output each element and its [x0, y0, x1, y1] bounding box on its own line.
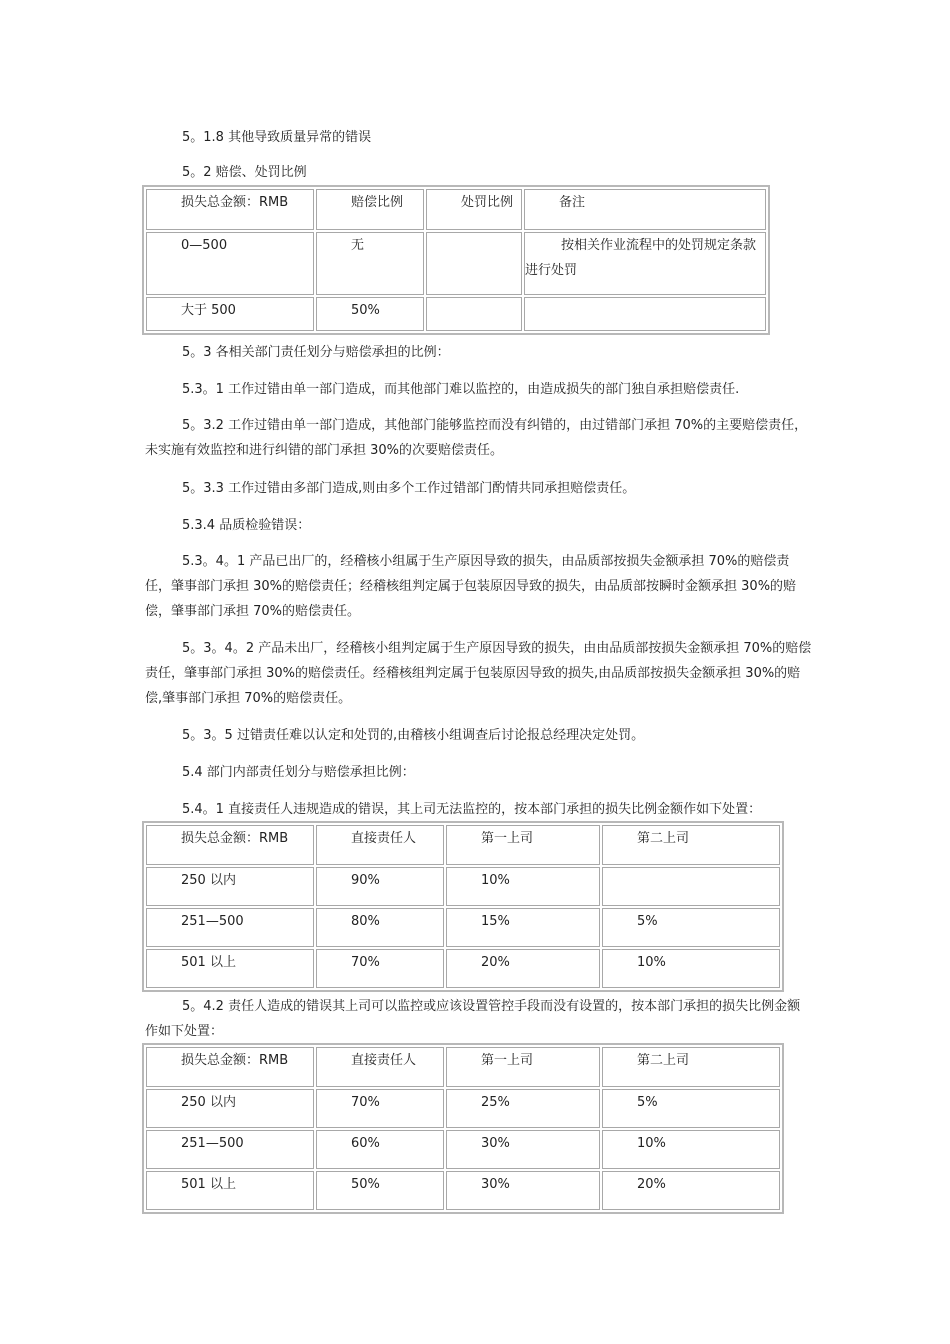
paragraph-5-3-3: 5。3.3 工作过错由多部门造成,则由多个工作过错部门酌情共同承担赔偿责任。	[182, 481, 636, 496]
table-cell: 大于 500	[146, 297, 314, 331]
header-cell: 直接责任人	[316, 1047, 444, 1087]
table-cell	[426, 297, 522, 331]
paragraph-5-2: 5。2 赔偿、处罚比例	[182, 165, 307, 180]
header-cell: 损失总金额：RMB	[146, 825, 314, 865]
header-cell: 赔偿比例	[316, 189, 424, 230]
paragraph-5-3-1: 5.3。1 工作过错由单一部门造成，而其他部门难以监控的，由造成损失的部门独自承担赔偿责任.	[182, 382, 740, 397]
internal-liability-table-2	[142, 1043, 784, 1214]
table-cell: 5%	[602, 1089, 780, 1128]
header-cell: 第一上司	[446, 1047, 600, 1087]
table-cell: 30%	[446, 1130, 600, 1169]
table-cell: 70%	[316, 949, 444, 988]
table-cell: 15%	[446, 908, 600, 947]
table-cell: 5%	[602, 908, 780, 947]
table-cell: 10%	[602, 1130, 780, 1169]
header-cell: 损失总金额：RMB	[146, 189, 314, 230]
table-row	[146, 949, 780, 988]
table-row	[146, 908, 780, 947]
table-cell: 30%	[446, 1171, 600, 1210]
paragraph-5-1-8: 5。1.8 其他导致质量异常的错误	[182, 130, 372, 145]
paragraph-5-3-2: 5。3.2 工作过错由单一部门造成，其他部门能够监控而没有纠错的，由过错部门承担 70%的主要赔偿责任，未实施有效监控和进行纠错的部门承担 30%的次要赔偿责任。	[145, 418, 808, 458]
table-row	[146, 1171, 780, 1210]
table-cell: 50%	[316, 1171, 444, 1210]
table-cell: 250 以内	[146, 1089, 314, 1128]
paragraph-5-3-5: 5。3。5 过错责任难以认定和处罚的,由稽核小组调查后讨论报总经理决定处罚。	[182, 728, 645, 743]
table-cell: 80%	[316, 908, 444, 947]
table-row	[146, 867, 780, 906]
header-cell: 第二上司	[602, 825, 780, 865]
paragraph-5-4-2: 5。4.2 责任人造成的错误其上司可以监控或应该设置管控手段而没有设置的，按本部门承担的损失比例金额作如下处置：	[145, 999, 801, 1039]
table-cell: 0—500	[146, 232, 314, 295]
table-cell: 10%	[602, 949, 780, 988]
table-cell: 251—500	[146, 1130, 314, 1169]
table-cell: 25%	[446, 1089, 600, 1128]
paragraph-5-3-4-1: 5.3。4。1 产品已出厂的，经稽核小组属于生产原因导致的损失，由品质部按损失金额承担 70%的赔偿责任，肇事部门承担 30%的赔偿责任；经稽核组判定属于包装原因导致的损失，由品质部按瞬时金额承担 30%的赔偿，肇事部门承担 70%的赔偿责任。	[145, 554, 797, 619]
table-cell: 501 以上	[146, 949, 314, 988]
header-cell: 处罚比例	[426, 189, 522, 230]
header-cell: 第一上司	[446, 825, 600, 865]
internal-liability-table-1	[142, 821, 784, 992]
table-header-row	[146, 1047, 780, 1087]
table-cell: 无	[316, 232, 424, 295]
paragraph-5-4: 5.4 部门内部责任划分与赔偿承担比例：	[182, 765, 415, 780]
header-cell: 第二上司	[602, 1047, 780, 1087]
table-cell: 250 以内	[146, 867, 314, 906]
paragraph-5-3: 5。3 各相关部门责任划分与赔偿承担的比例：	[182, 345, 450, 360]
table-cell: 50%	[316, 297, 424, 331]
table-cell: 20%	[446, 949, 600, 988]
table-header-row	[146, 825, 780, 865]
header-cell: 直接责任人	[316, 825, 444, 865]
table-cell: 501 以上	[146, 1171, 314, 1210]
table-cell: 60%	[316, 1130, 444, 1169]
table-cell: 90%	[316, 867, 444, 906]
paragraph-5-3-4: 5.3.4 品质检验错误：	[182, 518, 311, 533]
table-cell: 251—500	[146, 908, 314, 947]
table-cell	[426, 232, 522, 295]
table-cell: 按相关作业流程中的处罚规定条款进行处罚	[524, 232, 766, 295]
table-row	[146, 1130, 780, 1169]
table-cell	[524, 297, 766, 331]
compensation-ratio-table	[142, 185, 770, 335]
paragraph-5-3-4-2: 5。3。4。2 产品未出厂，经稽核小组判定属于生产原因导致的损失，由由品质部按损失金额承担 70%的赔偿责任，肇事部门承担 30%的赔偿责任。经稽核组判定属于包装原因导致的损失,由品质部按损失金额承担 30%的赔偿,肇事部门承担 70%的赔偿责任。	[145, 641, 812, 706]
header-cell: 备注	[524, 189, 766, 230]
table-header-row	[146, 189, 766, 230]
table-row	[146, 297, 766, 331]
table-row	[146, 1089, 780, 1128]
paragraph-5-4-1: 5.4。1 直接责任人违规造成的错误，其上司无法监控的，按本部门承担的损失比例金额作如下处置：	[182, 802, 762, 817]
table-row	[146, 232, 766, 295]
table-cell: 10%	[446, 867, 600, 906]
table-cell: 70%	[316, 1089, 444, 1128]
header-cell: 损失总金额：RMB	[146, 1047, 314, 1087]
table-cell	[602, 867, 780, 906]
table-cell: 20%	[602, 1171, 780, 1210]
